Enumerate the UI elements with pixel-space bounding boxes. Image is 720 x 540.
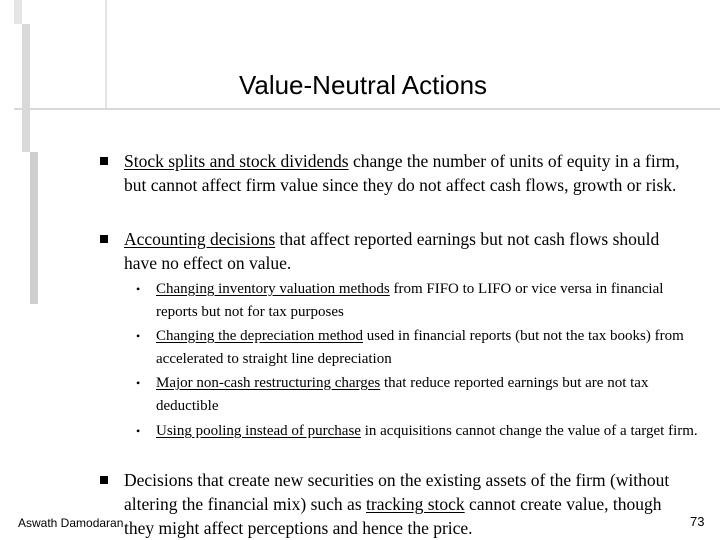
bullet-new-securities xyxy=(124,468,694,540)
sub-bullet-text: used in financial reports (but not the tax books) from accelerated to straight line depreciation xyxy=(156,328,684,367)
sub-bullet-text: in acquisitions cannot change the value of a target firm. xyxy=(360,423,698,439)
footer-author: Aswath Damodaran xyxy=(18,516,124,530)
bullet-accounting-decisions xyxy=(124,227,694,275)
square-bullet-icon xyxy=(100,476,108,484)
sub-bullet-pooling xyxy=(136,420,704,443)
dot-bullet-icon: • xyxy=(136,424,141,438)
sub-bullet-restructuring xyxy=(136,372,704,418)
sub-bullet-depreciation xyxy=(136,325,704,371)
bullet-text: that affect reported earnings but not cash flows should have no effect on value. xyxy=(124,229,660,273)
dot-bullet-icon: • xyxy=(136,376,141,390)
sub-bullet-underlined-text: Using pooling instead of purchase xyxy=(156,423,361,439)
bullet-underlined-text: tracking stock xyxy=(366,494,465,514)
bullet-underlined-text: Accounting decisions xyxy=(124,229,276,249)
square-bullet-icon xyxy=(100,235,108,243)
decor-bar-top xyxy=(14,0,22,24)
square-bullet-icon xyxy=(100,157,108,165)
decor-bar-bottom xyxy=(30,152,38,304)
dot-bullet-icon: • xyxy=(136,329,141,343)
bullet-underlined-text: Stock splits and stock dividends xyxy=(124,151,349,171)
sub-bullet-inventory xyxy=(136,278,704,324)
bullet-stock-splits xyxy=(124,149,694,197)
bullet-text-pre: Decisions that create new securities on the existing assets of the firm (without altering the financial mix) such as xyxy=(124,470,670,514)
sub-bullet-text: that reduce reported earnings but are not tax deductible xyxy=(156,375,649,414)
slide-title: Value-Neutral Actions xyxy=(238,70,488,100)
sub-bullet-text: from FIFO to LIFO or vice versa in financial reports but not for tax purposes xyxy=(156,281,664,320)
sub-bullet-underlined-text: Changing inventory valuation methods xyxy=(156,281,390,297)
sub-bullet-underlined-text: Major non-cash restructuring charges xyxy=(156,375,381,391)
dot-bullet-icon: • xyxy=(136,282,141,296)
title-divider-line xyxy=(14,108,720,110)
bullet-text: cannot create value, though they might affect perceptions and hence the price. xyxy=(124,494,662,538)
bullet-text: change the number of units of equity in a firm, but cannot affect firm value since they do not affect cash flows, growth or risk. xyxy=(124,151,680,195)
page-number: 73 xyxy=(690,514,705,529)
sub-bullet-underlined-text: Changing the depreciation method xyxy=(156,328,364,344)
